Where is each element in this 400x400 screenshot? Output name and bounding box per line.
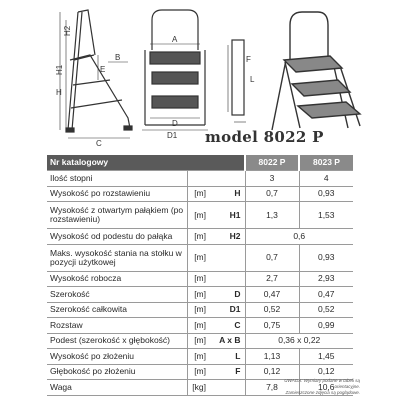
row-label: Szerokość: [47, 287, 187, 303]
header-catalog-label: Nr katalogowy: [47, 155, 245, 171]
row-symbol: H2: [209, 229, 245, 245]
row-value-8023p: 10,6: [299, 380, 353, 396]
spec-table-header: [47, 155, 353, 171]
row-unit: [187, 171, 209, 187]
row-symbol: H: [209, 186, 245, 202]
front-view-drawing: [142, 10, 208, 130]
row-symbol: [209, 171, 245, 187]
row-unit: [m]: [187, 287, 209, 303]
row-value-8022p: 1,13: [245, 349, 299, 365]
row-value-8022p: 7,8: [245, 380, 299, 396]
row-unit: [m]: [187, 186, 209, 202]
dim-a-label: A: [172, 35, 178, 44]
row-symbol: D1: [209, 302, 245, 318]
row-unit: [m]: [187, 318, 209, 334]
table-row: [47, 302, 353, 318]
row-value-shared: 0,36 x 0,22: [245, 333, 353, 349]
table-row: [47, 186, 353, 202]
dim-h1-label: H1: [55, 64, 64, 75]
row-label: Wysokość robocza: [47, 271, 187, 287]
dim-l-label: L: [250, 75, 255, 84]
row-label: Głębokość po złożeniu: [47, 364, 187, 380]
row-label: Wysokość po złożeniu: [47, 349, 187, 365]
row-label: Wysokość po rozstawieniu: [47, 186, 187, 202]
stool-diagrams: [0, 0, 400, 150]
dim-e-label: E: [100, 65, 106, 74]
row-value-8022p: 0,52: [245, 302, 299, 318]
model-title: model 8022 P: [205, 128, 324, 146]
row-value-8022p: 0,75: [245, 318, 299, 334]
row-label: Waga: [47, 380, 187, 396]
row-value-8023p: 0,93: [299, 186, 353, 202]
row-label: Maks. wysokość stania na stołku w pozycji użytkowej: [47, 244, 187, 271]
row-value-shared: 0,6: [245, 229, 353, 245]
row-value-8023p: 2,93: [299, 271, 353, 287]
dim-h2-label: H2: [63, 25, 72, 36]
row-symbol: [209, 380, 245, 396]
table-row: [47, 318, 353, 334]
row-label: Szerokość całkowita: [47, 302, 187, 318]
row-value-8022p: 1,3: [245, 202, 299, 229]
dim-d1-label: D1: [167, 131, 178, 140]
row-label: Podest (szerokość x głębokość): [47, 333, 187, 349]
row-value-8022p: 0,7: [245, 244, 299, 271]
table-row: [47, 229, 353, 245]
dim-b-label: B: [115, 53, 121, 62]
row-label: Rozstaw: [47, 318, 187, 334]
row-unit: [m]: [187, 364, 209, 380]
row-label: Wysokość z otwartym pałąkiem (po rozstawieniu): [47, 202, 187, 229]
row-value-8022p: 0,7: [245, 186, 299, 202]
row-label: Wysokość od podestu do pałąka: [47, 229, 187, 245]
row-value-8022p: 0,47: [245, 287, 299, 303]
dim-h-label: H: [56, 88, 62, 97]
row-symbol: A x B: [209, 333, 245, 349]
header-model-8022p: 8022 P: [245, 155, 299, 171]
table-row: [47, 244, 353, 271]
row-value-8023p: 0,52: [299, 302, 353, 318]
row-value-8023p: 0,99: [299, 318, 353, 334]
header-model-8023p: 8023 P: [299, 155, 353, 171]
table-row: [47, 202, 353, 229]
row-value-8023p: 1,53: [299, 202, 353, 229]
row-symbol: [209, 271, 245, 287]
row-value-8022p: 3: [245, 171, 299, 187]
row-unit: [m]: [187, 244, 209, 271]
row-unit: [m]: [187, 333, 209, 349]
folded-view-drawing: [228, 40, 246, 122]
row-value-8023p: 1,45: [299, 349, 353, 365]
table-row: [47, 287, 353, 303]
spec-table: [47, 155, 353, 396]
row-unit: [m]: [187, 271, 209, 287]
row-symbol: D: [209, 287, 245, 303]
row-value-8022p: 2,7: [245, 271, 299, 287]
row-label: Ilość stopni: [47, 171, 187, 187]
table-row: [47, 349, 353, 365]
row-unit: [m]: [187, 302, 209, 318]
footnote-line1: UWAGA: Wymiary podane w tabeli są orientacyjne.: [284, 378, 360, 389]
row-symbol: H1: [209, 202, 245, 229]
dim-f-label: F: [246, 55, 251, 64]
row-symbol: C: [209, 318, 245, 334]
row-value-8023p: 0,93: [299, 244, 353, 271]
table-row: [47, 271, 353, 287]
row-value-8022p: 0,12: [245, 364, 299, 380]
dim-d-label: D: [172, 119, 178, 128]
table-row: [47, 333, 353, 349]
row-symbol: [209, 244, 245, 271]
footnote: [260, 378, 360, 396]
perspective-view-drawing: [272, 12, 360, 130]
row-unit: [m]: [187, 229, 209, 245]
row-value-8023p: 0,47: [299, 287, 353, 303]
row-unit: [m]: [187, 349, 209, 365]
row-value-8023p: 4: [299, 171, 353, 187]
row-symbol: F: [209, 364, 245, 380]
footnote-line2: Zamieszczone zdjęcia są poglądowe.: [285, 389, 360, 395]
row-unit: [kg]: [187, 380, 209, 396]
dim-c-label: C: [96, 139, 102, 148]
row-unit: [m]: [187, 202, 209, 229]
row-value-8023p: 0,12: [299, 364, 353, 380]
table-row: [47, 171, 353, 187]
row-symbol: L: [209, 349, 245, 365]
